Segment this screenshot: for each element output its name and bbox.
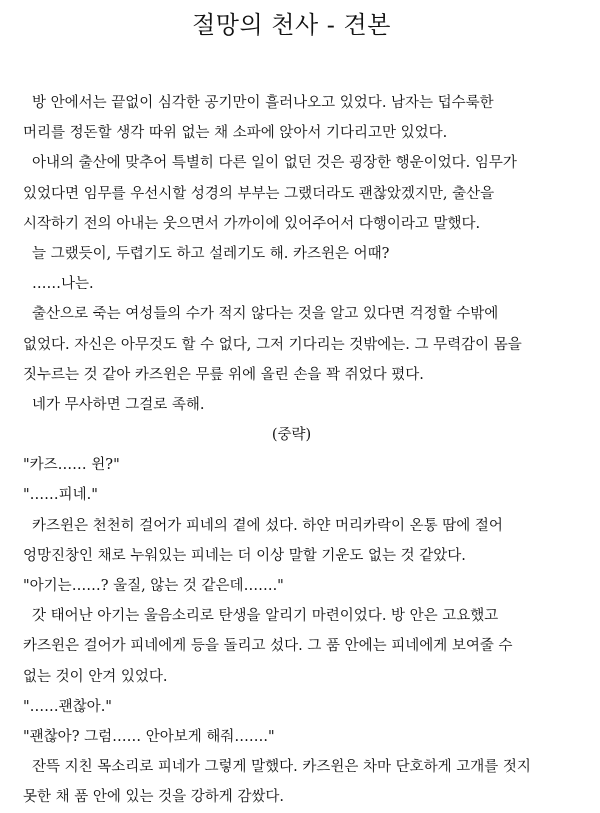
text-line: "아기는……? 울질, 않는 것 같은데……." bbox=[23, 578, 284, 594]
text-line: 엉망진창인 채로 누워있는 피네는 더 이상 말할 기운도 없는 것 같았다. bbox=[23, 547, 466, 564]
text-line: ……나는. bbox=[32, 276, 94, 293]
text-line: 네가 무사하면 그걸로 족해. bbox=[32, 396, 205, 413]
text-line: 잔뜩 지친 목소리로 피네가 그렇게 말했다. 카즈윈은 차마 단호하게 고개를 젓지 bbox=[32, 759, 531, 776]
text-line: 시작하기 전의 아내는 웃으면서 가까이에 있어주어서 다행이라고 말했다. bbox=[23, 215, 481, 232]
text-line: 갓 태어난 아기는 울음소리로 탄생을 알리기 마련이었다. 방 안은 고요했고 bbox=[32, 608, 499, 625]
text-line: 방 안에서는 끝없이 심각한 공기만이 흘러나오고 있었다. 남자는 덥수룩한 bbox=[32, 95, 494, 111]
text-line: 늘 그랬듯이, 두렵기도 하고 설레기도 해. 카즈윈은 어때? bbox=[32, 245, 390, 262]
text-line: 머리를 정돈할 생각 따위 없는 채 소파에 앉아서 기다리고만 있었다. bbox=[23, 125, 448, 142]
section-break-label: (중략) bbox=[271, 427, 312, 444]
text-line: 못한 채 품 안에 있는 것을 강하게 감쌌다. bbox=[23, 789, 284, 806]
document-body bbox=[23, 88, 560, 813]
document-title: 절망의 천사 - 견본 bbox=[192, 11, 391, 39]
text-line: 출산으로 죽는 여성들의 수가 적지 않다는 것을 알고 있다면 걱정할 수밖에 bbox=[32, 306, 499, 323]
text-line: "……괜찮아." bbox=[23, 698, 112, 715]
text-line: "카즈…… 윈?" bbox=[23, 457, 120, 474]
text-line: 카즈윈은 천천히 걸어가 피네의 곁에 섰다. 하얀 머리카락이 온통 땀에 절어 bbox=[32, 517, 503, 534]
text-line: "……피네." bbox=[23, 487, 98, 504]
text-line: "괜찮아? 그럼…… 안아보게 해줘……." bbox=[23, 728, 275, 745]
text-line: 없었다. 자신은 아무것도 할 수 없다, 그저 기다리는 것밖에는. 그 무력감이 몸을 bbox=[23, 336, 522, 353]
text-line: 짓누르는 것 같아 카즈윈은 무릎 위에 올린 손을 꽉 쥐었다 폈다. bbox=[23, 366, 424, 383]
text-line: 카즈윈은 걸어가 피네에게 등을 돌리고 섰다. 그 품 안에는 피네에게 보여줄 수 bbox=[23, 638, 513, 655]
text-line: 아내의 출산에 맞추어 특별히 다른 일이 없던 것은 굉장한 행운이었다. 임무가 bbox=[32, 155, 517, 172]
text-line: 있었다면 임무를 우선시할 성경의 부부는 그랬더라도 괜찮았겠지만, 출산을 bbox=[23, 185, 495, 202]
text-line: 없는 것이 안겨 있었다. bbox=[23, 668, 168, 685]
